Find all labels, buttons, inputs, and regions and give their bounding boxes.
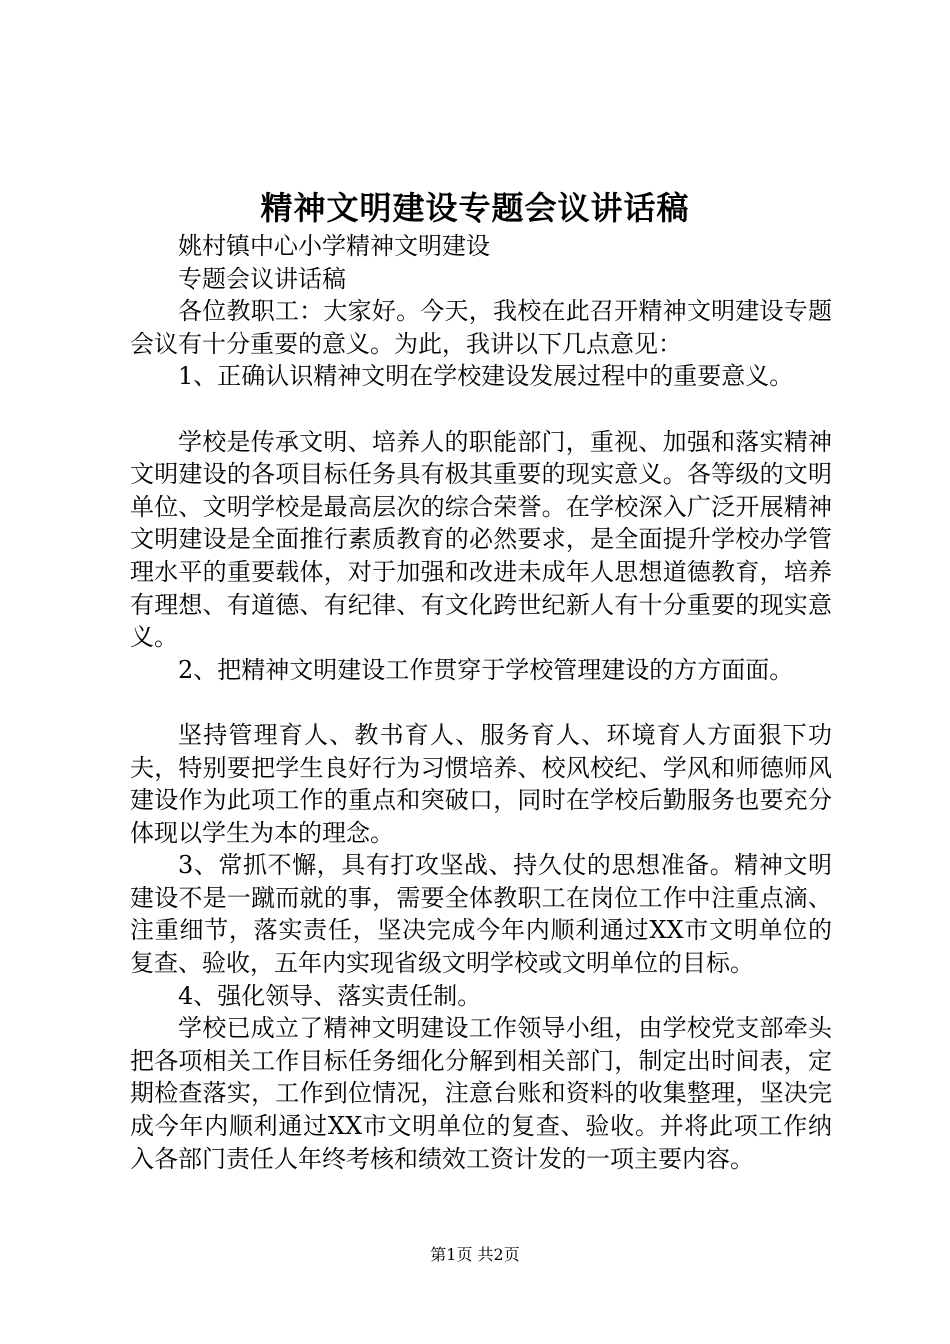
page-number-footer: 第1页 共2页 bbox=[430, 1245, 520, 1264]
document-body bbox=[130, 230, 832, 1175]
document-title: 精神文明建设专题会议讲话稿 bbox=[260, 189, 690, 227]
paragraph-spacer bbox=[130, 393, 832, 426]
paragraph-subtitle-line: 专题会议讲话稿 bbox=[178, 264, 346, 293]
paragraph-point-4-body: 学校已成立了精神文明建设工作领导小组，由学校党支部牵头把各项相关工作目标任务细化分解到相关部门，制定出时间表，定期检查落实，工作到位情况，注意台账和资料的收集整理，坚决完成今年内顺利通过XX市文明单位的复查、验收。并将此项工作纳入各部门责任人年终考核和绩效工资计发的一项主要内容。 bbox=[130, 1014, 832, 1173]
paragraph-spacer bbox=[130, 686, 832, 719]
paragraph-school-line: 姚村镇中心小学精神文明建设 bbox=[178, 232, 490, 260]
paragraph-point-2-body: 坚持管理育人、教书育人、服务育人、环境育人方面狠下功夫，特别要把学生良好行为习惯培养、校风校纪、学风和师德师风建设作为此项工作的重点和突破口，同时在学校后勤服务也要充分体现以学生为本的理念。 bbox=[130, 720, 832, 847]
paragraph-point-2-heading: 2、把精神文明建设工作贯穿于学校管理建设的方方面面。 bbox=[178, 655, 794, 684]
paragraph-point-3: 3、常抓不懈，具有打攻坚战、持久仗的思想准备。精神文明建设不是一蹴而就的事，需要全体教职工在岗位工作中注重点滴、注重细节，落实责任，坚决完成今年内顺利通过XX市文明单位的复查、验收，五年内实现省级文明学校或文明单位的目标。 bbox=[130, 851, 832, 978]
paragraph-point-4-heading: 4、强化领导、落实责任制。 bbox=[178, 981, 482, 1010]
paragraph-greeting: 各位教职工：大家好。今天，我校在此召开精神文明建设专题会议有十分重要的意义。为此，我讲以下几点意见： bbox=[130, 297, 832, 358]
paragraph-point-1-body: 学校是传承文明、培养人的职能部门，重视、加强和落实精神文明建设的各项目标任务具有极其重要的现实意义。各等级的文明单位、文明学校是最高层次的综合荣誉。在学校深入广泛开展精神文明建设是全面推行素质教育的必然要求，是全面提升学校办学管理水平的重要载体，对于加强和改进未成年人思想道德教育，培养有理想、有道德、有纪律、有文化跨世纪新人有十分重要的现实意义。 bbox=[130, 427, 832, 652]
paragraph-point-1-heading: 1、正确认识精神文明在学校建设发展过程中的重要意义。 bbox=[178, 362, 794, 391]
